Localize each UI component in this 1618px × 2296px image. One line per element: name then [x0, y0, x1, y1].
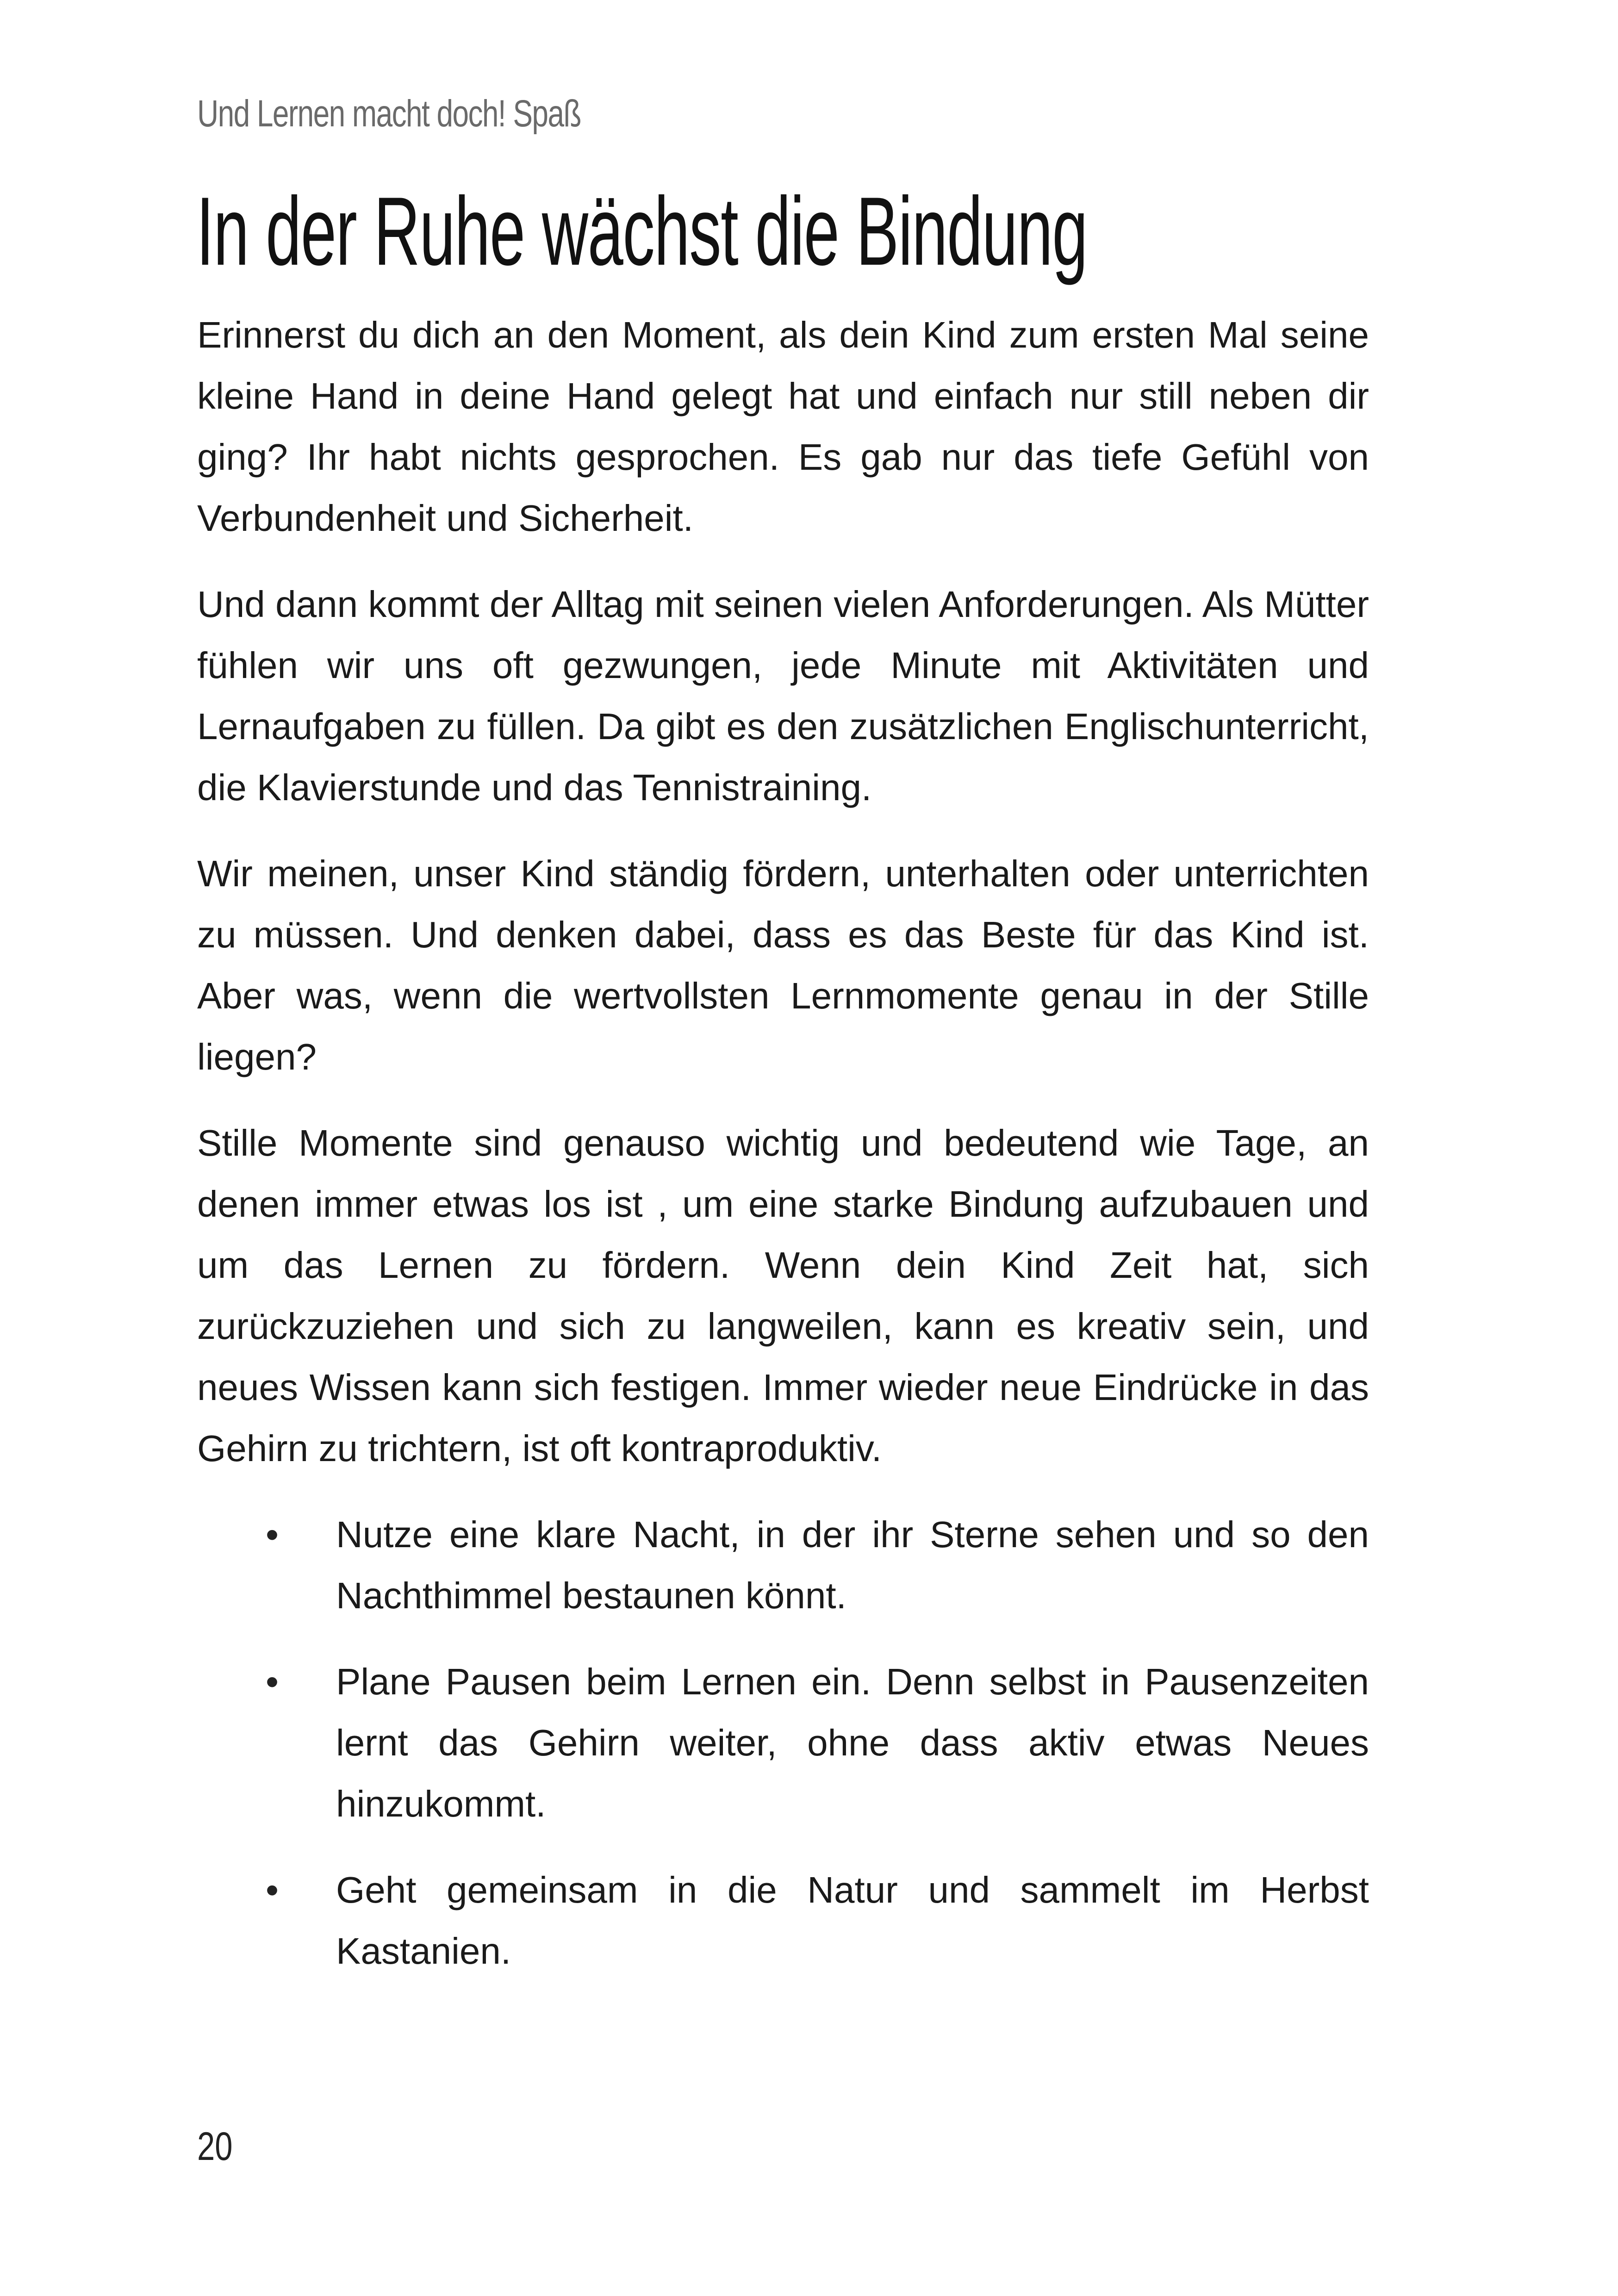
- list-item: [197, 1651, 1369, 1835]
- bullet-icon: •: [266, 1661, 279, 1702]
- list-item-text: Geht gemeinsam in die Natur und sammelt im Herbst Kastanien.: [336, 1869, 1369, 1972]
- bullet-list: [197, 1504, 1369, 1982]
- list-item-text: Plane Pausen beim Lernen ein. Denn selbst in Pausenzeiten lernt das Gehirn weiter, ohne dass aktiv etwas Neues hinzukommt.: [336, 1661, 1369, 1824]
- paragraph: Stille Momente sind genauso wichtig und bedeutend wie Tage, an denen immer etwas los ist , um eine starke Bindung aufzubauen und um das Lernen zu fördern. Wenn dein Kind Zeit hat, sich zurückzuziehen und sich zu langweilen, kann es kreativ sein, und neues Wissen kann sich festigen. Immer wieder neue Eindrücke in das Gehirn zu trichtern, ist oft kontraproduktiv.: [197, 1122, 1369, 1469]
- bullet-icon: •: [266, 1869, 279, 1910]
- body-text: [197, 305, 1369, 2007]
- list-item: [197, 1860, 1369, 1982]
- bullet-icon: •: [266, 1514, 279, 1555]
- list-item: [197, 1504, 1369, 1626]
- paragraph: Wir meinen, unser Kind ständig fördern, unterhalten oder unterrichten zu müssen. Und denken dabei, dass es das Beste für das Kind ist. Aber was, wenn die wertvollsten Lernmomente genau in der Stille liegen?: [197, 853, 1369, 1077]
- running-head: Und Lernen macht doch! Spaß: [197, 93, 581, 135]
- page-number: 20: [197, 2124, 233, 2169]
- paragraph: Erinnerst du dich an den Moment, als dein Kind zum ersten Mal seine kleine Hand in deine Hand gelegt hat und einfach nur still neben dir ging? Ihr habt nichts gesprochen. Es gab nur das tiefe Gefühl von Verbundenheit und Sicherheit.: [197, 314, 1369, 539]
- chapter-title: In der Ruhe wächst die Bindung: [196, 177, 1088, 286]
- list-item-text: Nutze eine klare Nacht, in der ihr Sterne sehen und so den Nachthimmel bestaunen könnt.: [336, 1514, 1369, 1616]
- paragraph: Und dann kommt der Alltag mit seinen vielen Anforderungen. Als Mütter fühlen wir uns oft gezwungen, jede Minute mit Aktivitäten und Lernaufgaben zu füllen. Da gibt es den zusätzlichen Englischunterricht, die Klavierstunde und das Tennistraining.: [197, 584, 1369, 808]
